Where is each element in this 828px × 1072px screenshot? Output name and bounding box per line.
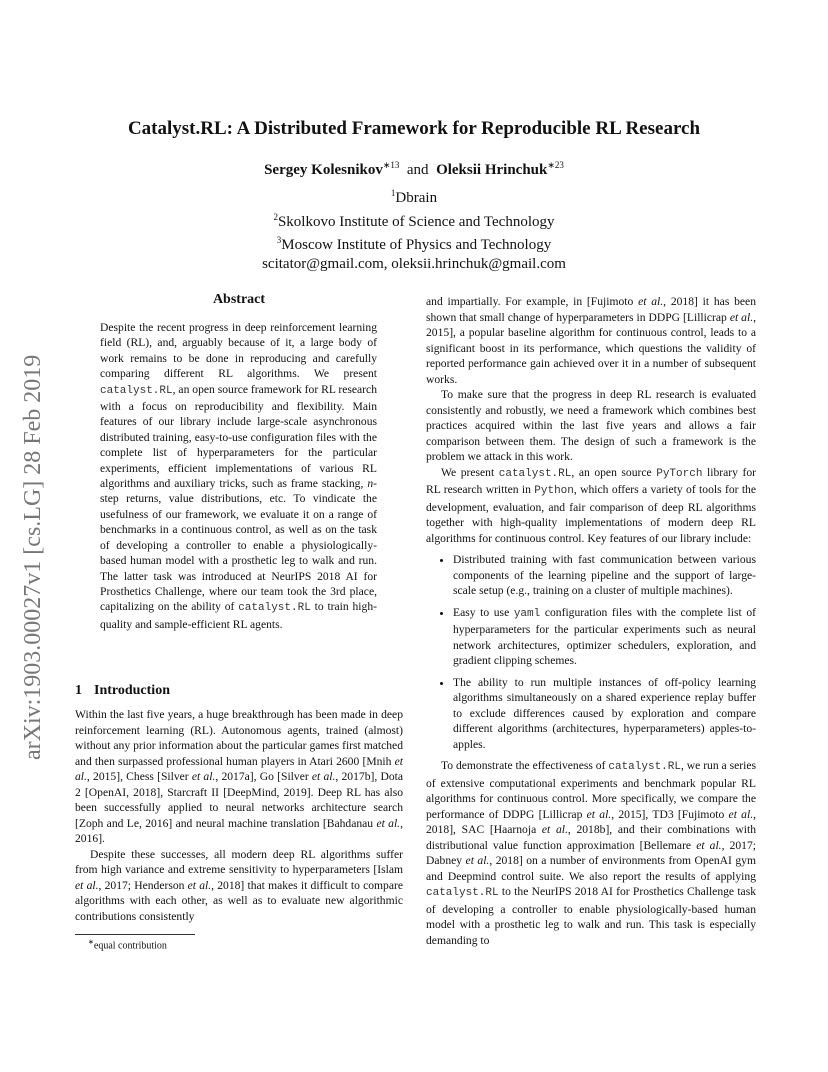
abstract-body: Despite the recent progress in deep reinforcement learning field (RL), and, arguably because of it, a large body of work remains to be done in reproducing and carefully comparing different RL algorithms. We present catalyst.RL, an open source framework for RL research with a focus on reproducibility and flexibility. Main features of our library include large-scale asynchronous distributed training, easy-to-use configuration files with the complete list of hyperparameters for the particular experiments, efficient implementations of various RL algorithms and auxiliary tricks, such as frame stacking, n-step returns, value distributions, etc. To vindicate the usefulness of our framework, we evaluate it on a range of benchmarks in a continuous control, as well as on the task of developing a controller to enable a physiologically-based human model with a prosthetic leg to walk and run. The latter task was introduced at NeurIPS 2018 AI for Prosthetics Challenge, where our team took the 3rd place, capitalizing on the ability of catalyst.RL to train high-quality and sample-efficient RL agents. (100, 321, 377, 631)
author-1-affil-mark: ∗13 (382, 160, 400, 170)
code-inline: catalyst.RL (100, 384, 173, 397)
feature-item: • The ability to run multiple instances of off-policy learning algorithms simultaneously on a shared experience replay buffer to exclude differences caused by exploration and compare different algorithms (architectures, hyperparameters) apples-to-apples. (453, 675, 756, 753)
feature-item: • Distributed training with fast communication between various components of the learning pipeline and the support of large-scale setup (e.g., training on a cluster of multiple machines). (453, 552, 756, 599)
right-paragraph-3: We present catalyst.RL, an open source PyTorch library for RL research written in Python, which offers a variety of tools for the development, evaluation, and fair comparison of deep RL algorithms together with high-quality implementations of modern deep RL algorithms for continuous control. Key features of our library include: (426, 465, 756, 545)
author-2-name: Oleksii Hrinchuk (436, 162, 548, 178)
code-inline: Python (534, 485, 574, 497)
code-inline: yaml (513, 607, 541, 620)
footnote: ∗equal contribution (88, 938, 167, 952)
affiliation-1: $^1$Dbrain (390, 188, 438, 206)
affiliation-2: $^2$Skolkovo Institute of Science and Technology (273, 211, 555, 230)
intro-paragraph-2: Despite these successes, all modern deep RL algorithms suffer from high variance and extreme sensitivity to hyperparameters [Islam et al., 2017; Henderson et al., 2018] that makes it difficult to compare algorithms with each other, as well as to evaluate new algorithmic contributions consistently (75, 847, 404, 923)
right-paragraph-2: To make sure that the progress in deep RL research is evaluated consistently and robustly, we need a framework which combines best practices acquired within the last five years and allows a fair comparison between them. The design of such a framework is the problem we attack in this work. (426, 388, 756, 463)
feature-item: • Easy to use yaml configuration files with the complete list of hyperparameters for the particular experiments such as neural network architectures, optimizer schedulers, exploration, and gradient clipping schemes. (453, 605, 756, 669)
right-column (426, 294, 756, 948)
code-inline: PyTorch (656, 467, 703, 480)
author-2-affil-mark: ∗23 (547, 160, 564, 170)
affiliation-3: $^3$Moscow Institute of Physics and Technology (276, 235, 552, 253)
code-inline: catalyst.RL (608, 761, 681, 773)
code-inline: catalyst.RL (426, 887, 499, 899)
author-and: and (406, 162, 429, 178)
abstract-heading: Abstract (212, 292, 266, 307)
footnote-rule (75, 934, 195, 935)
code-inline: catalyst.RL (498, 467, 572, 480)
right-paragraph-1: and impartially. For example, in [Fujimoto et al., 2018] it has been shown that small change of hyperparameters in DDPG [Lillicrap et al., 2015], a popular baseline algorithm for continuous control, leads to a significant boost in its performance, which questions the validity of reported performance gain achieved over it in a number of subsequent works. (426, 295, 756, 386)
author-line (0, 160, 828, 179)
arxiv-stamp: arXiv:1903.00027v1 [cs.LG] 28 Feb 2019 (20, 354, 46, 760)
right-paragraph-4: To demonstrate the effectiveness of catalyst.RL, we run a series of extensive computational experiments and benchmark popular RL algorithms for continuous control. More specifically, we compare the performance of DDPG [Lillicrap et al., 2015], TD3 [Fujimoto et al., 2018], SAC [Haarnoja et al., 2018b], and their combinations with distributional value function approximation [Bellemare et al., 2017; Dabney et al., 2018] on a number of environments from OpenAI gym and Deepmind control suite. We also report the results of applying catalyst.RL to the NeurIPS 2018 AI for Prosthetics Challenge task of developing a controller to enable physiologically-based human model with a prosthetic leg to walk and run. This task is especially demanding to (426, 759, 757, 947)
intro-body (75, 707, 403, 924)
author-emails: scitator@gmail.com, oleksii.hrinchuk@gmail.com (262, 255, 566, 272)
author-1-name: Sergey Kolesnikov (264, 162, 383, 178)
affiliations (0, 184, 828, 273)
code-inline: catalyst.RL (238, 602, 311, 615)
intro-paragraph-1: Within the last five years, a huge breakthrough has been made in deep reinforcement learning (RL). Autonomous agents, trained (almost) without any prior information about the particular games first matched and then surpassed professional human players in Atari 2600 [Mnih et al., 2015], Chess [Silver et al., 2017a], Go [Silver et al., 2017b], Dota 2 [OpenAI, 2018], Starcraft II [DeepMind, 2019]. Deep RL has also been successfully applied to neural networks architecture search [Zoph and Le, 2016] and neural machine translation [Bahdanau et al., 2016]. (75, 708, 403, 845)
feature-list (426, 552, 756, 752)
section-heading-introduction: 1 Introduction (75, 683, 170, 698)
paper-title: Catalyst.RL: A Distributed Framework for Reproducible RL Research (127, 118, 701, 139)
